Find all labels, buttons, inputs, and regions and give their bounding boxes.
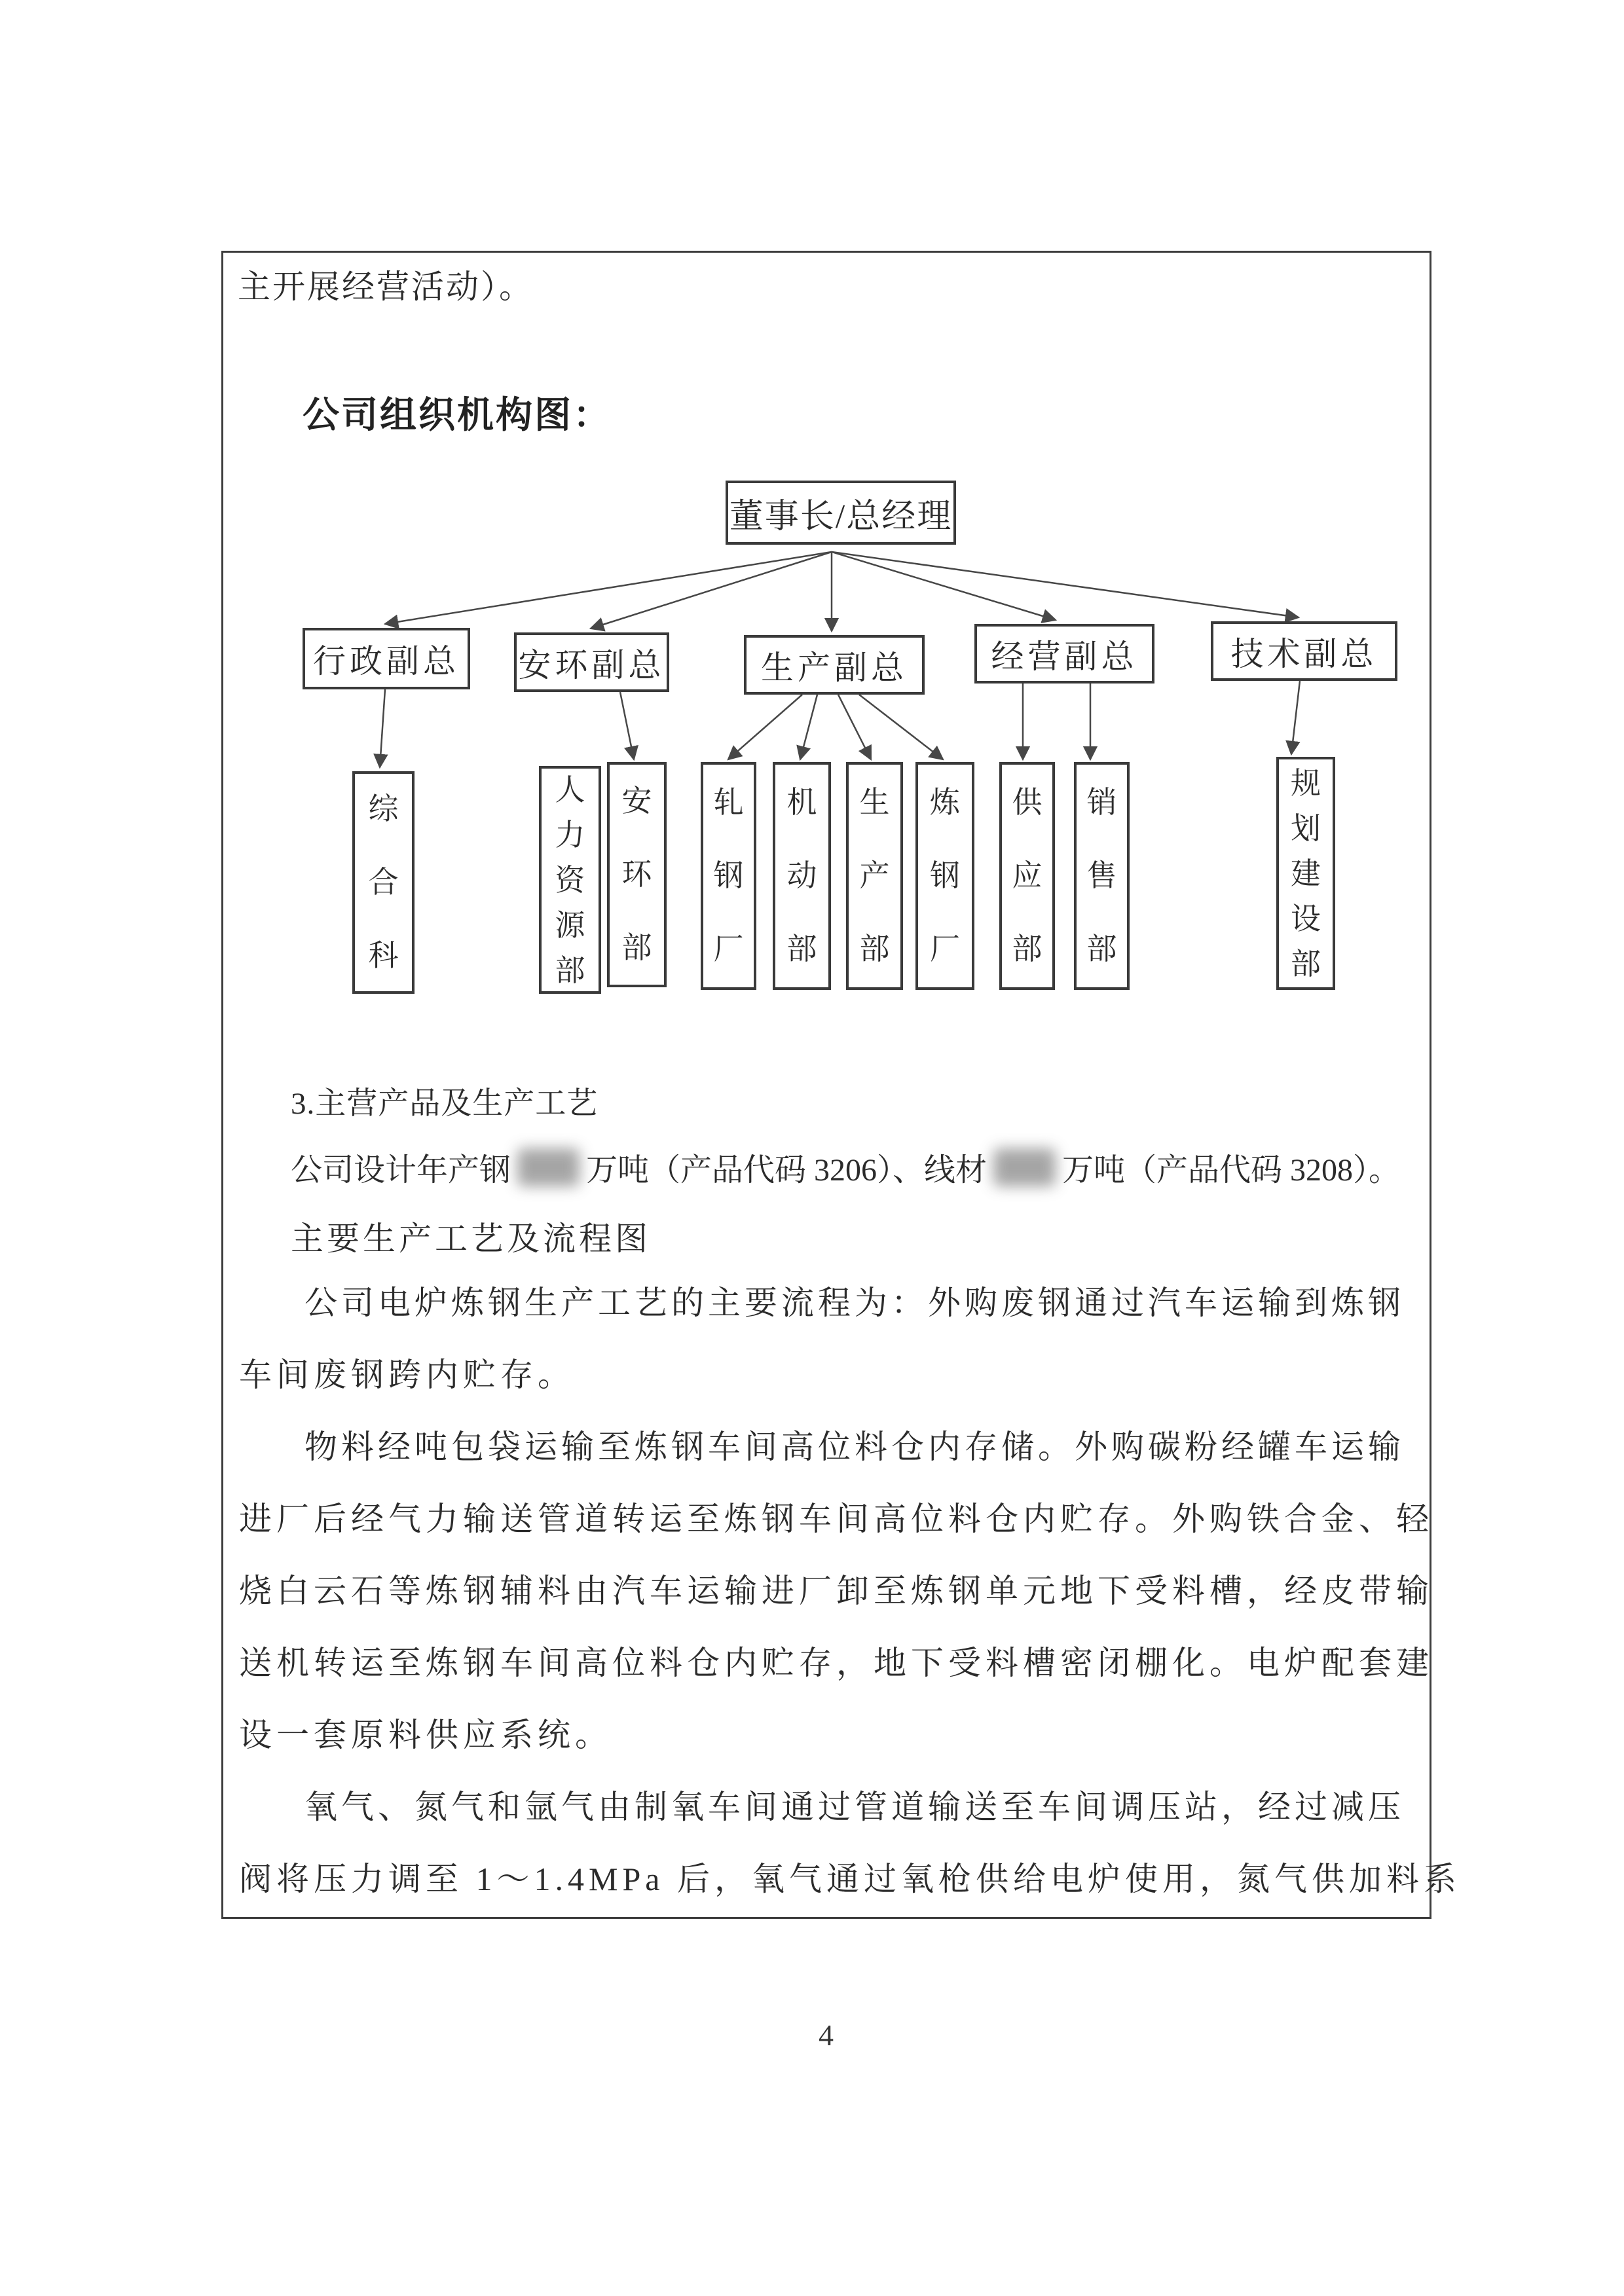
paragraph-line: 进厂后经气力输送管道转运至炼钢车间高位料仓内贮存。外购铁合金、轻 [239, 1501, 1433, 1537]
org-node-operations-vp: 经营副总 [974, 624, 1154, 683]
capacity-line [291, 1144, 1400, 1190]
org-node-technology-vp: 技术副总 [1211, 621, 1397, 681]
paragraph-line: 氧气、氮气和氩气由制氧车间通过管道输送至车间调压站，经过减压 [304, 1789, 1405, 1825]
org-node-general-office: 综合科 [352, 771, 415, 994]
capacity-part-2: 万吨（产品代码 3206）、线材 [586, 1153, 987, 1188]
paragraph-line: 设一套原料供应系统。 [239, 1717, 612, 1753]
paragraph-line: 烧白云石等炼钢辅料由汽车运输进厂卸至炼钢单元地下受料槽，经皮带输 [239, 1573, 1433, 1609]
redaction-blur-wire [993, 1148, 1056, 1186]
process-paragraph [239, 1267, 1461, 1915]
org-node-admin-vp: 行政副总 [303, 628, 470, 689]
org-node-supply-dept: 供应部 [999, 762, 1055, 990]
paragraph-line: 送机转运至炼钢车间高位料仓内贮存，地下受料槽密闭棚化。电炉配套建 [239, 1645, 1433, 1681]
org-node-hr-dept: 人力资源部 [539, 766, 601, 994]
org-node-safety-env-dept: 安环部 [607, 762, 667, 987]
subsection-heading: 主要生产工艺及流程图 [291, 1220, 651, 1257]
capacity-part-3: 万吨（产品代码 3208）。 [1062, 1153, 1401, 1188]
org-node-production-vp: 生产副总 [744, 635, 925, 695]
org-node-rolling-mill: 轧钢厂 [701, 762, 756, 990]
org-node-sales-dept: 销售部 [1074, 762, 1130, 990]
paragraph-line: 公司电炉炼钢生产工艺的主要流程为：外购废钢通过汽车运输到炼钢 [304, 1285, 1405, 1321]
paragraph-line: 物料经吨包袋运输至炼钢车间高位料仓内存储。外购碳粉经罐车运输 [304, 1429, 1405, 1465]
paragraph-line: 阀将压力调至 1～1.4MPa 后，氧气通过氧枪供给电炉使用，氮气供加料系 [239, 1861, 1461, 1897]
org-chart-title: 公司组织机构图： [303, 395, 612, 436]
org-node-chairman: 董事长/总经理 [726, 481, 956, 545]
redaction-blur-steel [517, 1148, 580, 1186]
org-node-planning-construction-dept: 规划建设部 [1276, 757, 1335, 990]
page-number: 4 [819, 2018, 834, 2052]
org-node-production-dept: 生产部 [846, 762, 903, 990]
section-heading: 3.主营产品及生产工艺 [291, 1087, 599, 1121]
paragraph-line: 车间废钢跨内贮存。 [239, 1357, 575, 1393]
org-node-safety-env-vp: 安环副总 [514, 632, 669, 692]
intro-line: 主开展经营活动）。 [238, 268, 534, 305]
org-node-mechanical-dept: 机动部 [773, 762, 831, 990]
capacity-part-1: 公司设计年产钢 [291, 1153, 511, 1188]
org-node-steelmaking-plant: 炼钢厂 [915, 762, 974, 990]
